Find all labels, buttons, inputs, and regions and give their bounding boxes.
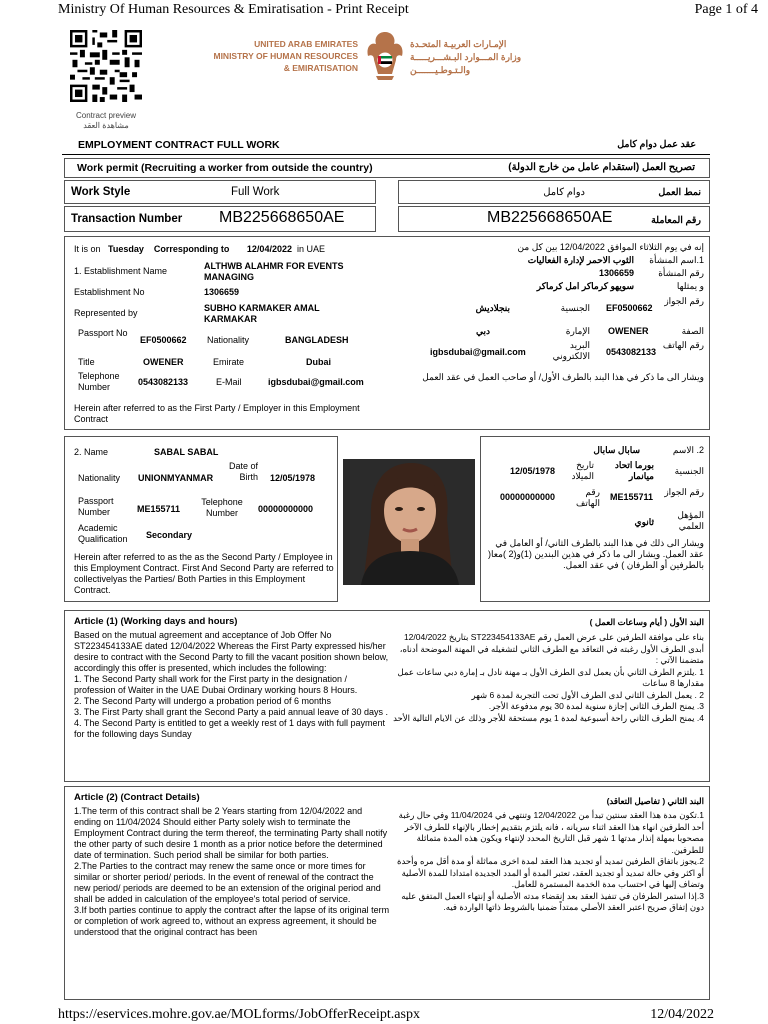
footer-url: https://eservices.mohre.gov.ae/MOLforms/JobOfferReceipt.aspx: [58, 1007, 420, 1022]
work-permit-box: [64, 158, 710, 178]
transaction-box: [64, 206, 376, 232]
work-style-label: Work Style: [71, 186, 131, 198]
establishment-no-label: Establishment No: [74, 287, 145, 297]
article-1-body: Based on the mutual agreement and acceptance of Job Offer No ST223454133AE dated 12/04/2022 Whereas the First Party expressed his/her desire to contract with the Second Party to fill the vacant position shown below, accordingly this offer is presented, which includes the following: 1. The Second Party shall work for the First party in the designation / profession of Waiter in the UAE Dubai Ordinary working hours 8 Hours. 2. The Second Party will undergo a probation period of 6 months 3. The First Party shall grant the Second Party a paid annual leave of 30 days . 4. The Second Party is entitled to get a weekly rest of 1 days with full payment for the following days Sunday: [74, 630, 389, 739]
emirate-label: Emirate: [213, 357, 245, 367]
article-1-title: Article (1) (Working days and hours): [74, 616, 238, 627]
work-permit-label: Work permit (Recruiting a worker from outside the country): [77, 162, 373, 174]
first-party-line-ar: إنه في يوم الثلاثاء الموافق 12/04/2022 بين كل من: [517, 242, 704, 252]
print-header-title: Ministry Of Human Resources & Emiratisation - Print Receipt: [58, 2, 409, 17]
transaction-label-ar: رقم المعاملة: [651, 215, 701, 226]
work-permit-label-ar: تصريح العمل (استقدام عامل من خارج الدولة): [508, 162, 695, 173]
transaction-number: MB225668650AE: [219, 209, 345, 226]
employee-name-value: SABAL SABAL: [154, 447, 219, 457]
ministry-name-en: UNITED ARAB EMIRATES MINISTRY OF HUMAN RESOURCES & EMIRATISATION: [213, 39, 358, 73]
employee-nationality-value: UNIONMYANMAR: [138, 473, 214, 483]
employee-passport-value: ME155711: [137, 504, 181, 514]
nationality-label: Nationality: [207, 335, 250, 345]
transaction-box-ar: [398, 206, 710, 232]
employee-photo-image: [343, 459, 475, 585]
work-style-label-ar: نمط العمل: [658, 187, 701, 198]
article-2-title: Article (2) (Contract Details): [74, 792, 200, 803]
it-is-on-line: It is on Tuesday Corresponding to 12/04/2022 in UAE: [74, 244, 325, 254]
employee-telephone-value: 00000000000: [258, 504, 314, 514]
page-number: Page 1 of 4: [694, 2, 758, 17]
employee-photo: [343, 459, 475, 585]
first-party-herein: Herein after referred to as the First Party / Employer in this Employment Contract: [74, 403, 360, 424]
represented-by-value: SUBHO KARMAKER AMAL KARMAKAR: [204, 303, 320, 324]
dob-label: Date of Birth: [228, 461, 258, 482]
employee-name-label: 2. Name: [74, 447, 109, 457]
contract-title: EMPLOYMENT CONTRACT FULL WORK: [78, 139, 280, 151]
uae-emblem-icon: [364, 28, 406, 82]
article-2-body-ar: 1.تكون مدة هذا العقد سنتين تبدأ من 12/04/2022 وتنتهي في 11/04/2024 وفي حال رغبة أحد الطرفين انهاء هذا العقد اثناء سريانه ، فانه يلتزم بتقديم إخطار بالإنهاء للطرف الآخر مصحوبا بمهلة إنذار مدتها 1 شهر قبل التاريخ المحدد لإنتهاء ويكون هذه المدة متماثلة للطرفين. 2.يجوز باتفاق الطرفين تمديد أو تجديد هذا العقد لمدة اخرى مماثلة أو مدة أقل مره وأحدة أو اكثر وفي حالة تمديد أو تجديد العقد، تعتبر المدة أو المدد الجديدة امتدادا للمدة الأصلية وتضاف إليها في احتساب مدة الخدمة المستمرة للعامل. 3.إذا استمر الطرفان في تنفيذ العقد بعد إنقضاء مدته الأصلية أو إنتهاء العمل المتفق عليه دون إتفاق صريح اعتبر العقد الأصلي ممتداً ضمنيا بالشروط ذاتها الواردة فيه.: [397, 810, 704, 912]
academic-value: Secondary: [146, 530, 193, 540]
article-2-body: 1.The term of this contract shall be 2 Years starting from 12/04/2022 and ending on 11/04/2024 Should either Party solely wish to terminate the Employment Contract during the term thereof, the terminating Party shall notify the other party of such desire 1 month as a prior notice before the determined date of termination. Such period shall be similar for both parties. 2.The Parties to the contract may renew the same once or more times for similar or shorter period/ periods. In the event of renewal of the contract the new period/ periods are deemed to be an extension of the original period and shall be added in calculation of the employee's total period of service. 3.If both parties continue to apply the contract after the lapse of its original term or completion of work agreed to, without an express agreement, it should be understood that the original contract has been: [74, 806, 390, 937]
second-party-herein: Herein after referred to as the as the Second Party / Employee in this Employment Contract. First And Second Party are referred to collectivelyas the Parties/ Both Parties in this Employment Contract.: [74, 552, 334, 595]
article-2-title-ar: البند الثاني ( تفاصيل التعاقد): [606, 796, 704, 806]
footer-date: 12/04/2022: [650, 1007, 714, 1022]
represented-by-label: Represented by: [74, 308, 138, 318]
employee-telephone-label: Telephone Number: [201, 497, 243, 518]
work-style-value-ar: دوام كامل: [543, 187, 585, 198]
work-style-box-ar: [398, 180, 710, 204]
work-style-box: [64, 180, 376, 204]
qr-caption: Contract preview مشاهدة العقد: [75, 111, 137, 130]
transaction-number-ar: MB225668650AE: [487, 209, 613, 226]
establishment-no-value: 1306659: [204, 287, 240, 297]
dob-value: 12/05/1978: [270, 473, 316, 483]
academic-label: Academic Qualification: [78, 523, 128, 544]
nationality-value: BANGLADESH: [285, 335, 349, 345]
employee-nationality-label: Nationality: [78, 473, 121, 483]
title-value: OWENER: [143, 357, 184, 367]
establishment-name-value: ALTHWB ALAHMR FOR EVENTS MANAGING: [204, 261, 344, 282]
transaction-label: Transaction Number: [71, 213, 183, 225]
second-party-note-ar: ويشار الى ذلك في هذا البند بالطرف الثاني/ أو العامل في عقد العمل. ويشار الى ما ذكر في هذين البندين (1)و(2 )معا( بالطرفين أو الطرفان ) في عقد العمل.: [488, 538, 704, 570]
first-party-note-ar: ويشار الى ما ذكر في هذا البند بالطرف الأول/ أو صاحب العمل في عقد العمل: [422, 372, 704, 382]
article-1-title-ar: البند الأول ( أيام وساعات العمل ): [589, 617, 704, 627]
article-1-body-ar: بناء على موافقة الطرفين على عرض العمل رقم ST223454133AE بتاريخ 12/04/2022 أبدى الطرف الأول رغبته في التعاقد مع الطرف الثاني لتشغيله في المهنة الموضحة أدناه، متضمنا الآتي : 1 .يلتزم الطرف الثاني بأن يعمل لدى الطرف الأول بـ مهنة نادل بـ إمارة دبي ساعات عمل مقدارها 8 ساعات 2 . يعمل الطرف الثاني لدى الطرف الأول تحت التجربة لمدة 6 شهر 3. يمنح الطرف الثاني إجازة سنوية لمدة 30 يوم مدفوعة الأجر. 4. يمنح الطرف الثاني راحة أسبوعية لمدة 1 يوم مستحقة للأجر وذلك عن الايام التالية الأحد: [393, 632, 704, 723]
email-value: igbsdubai@gmail.com: [268, 377, 364, 387]
passport-value: EF0500662: [140, 335, 187, 345]
telephone-value: 0543082133: [138, 377, 189, 387]
ministry-name-ar: الإمـارات العربيـة المتحـدة وزارة المـــوارد البـشـــريـــــة والـتـوطـيـــــــن: [410, 39, 522, 75]
email-label: E-Mail: [216, 377, 242, 387]
establishment-name-label: 1. Establishment Name: [74, 266, 168, 276]
employee-passport-label: Passport Number: [78, 496, 114, 517]
title-label: Title: [78, 357, 95, 367]
contract-title-ar: عقد عمل دوام كامل: [617, 139, 696, 150]
passport-label: Passport No: [78, 328, 128, 338]
work-style-value: Full Work: [231, 186, 280, 198]
emirate-value: Dubai: [306, 357, 332, 367]
qr-code-icon: [70, 30, 142, 102]
telephone-label: Telephone Number: [78, 371, 120, 392]
title-divider: [62, 154, 710, 155]
